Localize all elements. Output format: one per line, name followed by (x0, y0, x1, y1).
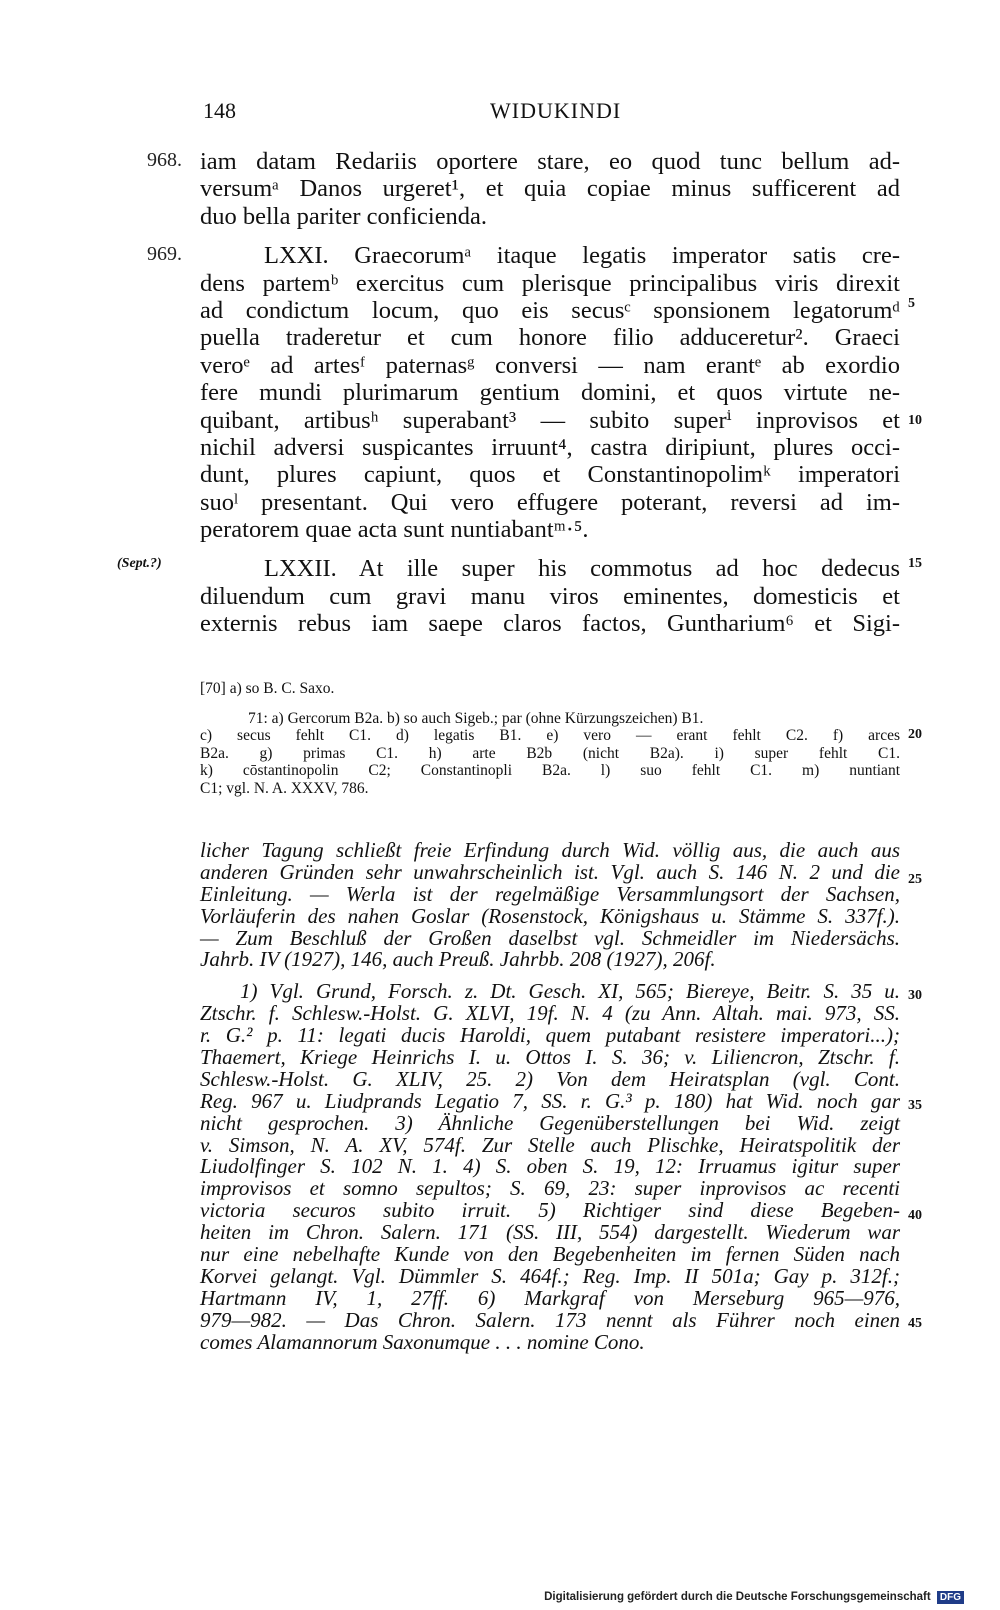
margin-date: (Sept.?) (117, 556, 162, 571)
line-number: 40 (908, 1208, 922, 1223)
text-line: dens partemᵇ exercitus cum plerisque principalibus viris direxit (200, 269, 900, 297)
text-line: puella traderetur et cum honore filio adduceretur². Graeci (200, 324, 900, 352)
apparatus-entry: [70] a) so B. C. Saxo. (200, 680, 335, 697)
apparatus-line: B2a. g) primas C1. h) arte B2b (nicht B2a). i) super fehlt C1. (200, 744, 900, 762)
note-line: Einleitung. — Werla ist der regelmäßige Versammlungsort der Sachsen, (200, 881, 900, 906)
note-line: 1) Vgl. Grund, Forsch. z. Dt. Gesch. XI, 565; Biereye, Beitr. S. 35 u. (240, 979, 900, 1004)
note-line: heiten im Chron. Salern. 171 (SS. III, 554) dargestellt. Wiederum war (200, 1220, 900, 1245)
text-line: fere mundi plurimarum gentium domini, et quos virtute ne- (200, 379, 900, 407)
line-number: 35 (908, 1098, 922, 1113)
paragraph (200, 555, 900, 637)
footnotes (200, 840, 900, 1353)
text-line: quibant, artibusʰ superabant³ — subito superⁱ inprovisos et (200, 406, 900, 434)
paragraph (200, 242, 900, 543)
text-line: veroᵉ ad artesᶠ paternasᵍ conversi — nam erantᵉ ab exordio (200, 351, 900, 379)
note-line: Vorläuferin des nahen Goslar (Rosenstock, Königshaus u. Stämme S. 337f.). (200, 903, 900, 928)
text-line: peratorem quae acta sunt nuntiabantᵐ·⁵. (200, 516, 589, 544)
chapter-opening: LXXII. At ille super his commotus ad hoc dedecus (264, 555, 900, 583)
chapter-opening: LXXI. Graecorumᵃ itaque legatis imperator satis cre- (264, 242, 900, 270)
note-line: licher Tagung schließt freie Erfindung durch Wid. völlig aus, die auch aus (200, 838, 900, 862)
text-line: duo bella pariter conficienda. (200, 202, 488, 230)
page-header (0, 98, 1000, 128)
note-line: comes Alamannorum Saxonumque . . . nomine Cono. (200, 1329, 645, 1354)
line-number: 25 (908, 872, 922, 887)
line-number: 5 (908, 296, 915, 311)
paragraph (200, 148, 900, 230)
text-line: iam datam Redariis oportere stare, eo quod tunc bellum ad- (200, 148, 900, 175)
credit-text: Digitalisierung gefördert durch die Deutsche Forschungsgemeinschaft (544, 1591, 931, 1603)
note-line: v. Simson, N. A. XV, 574f. Zur Stelle auch Plischke, Heiratspolitik der (200, 1132, 900, 1157)
note-line: Hartmann IV, 1, 27ff. 6) Markgraf von Merseburg 965—976, (200, 1285, 900, 1310)
note-line: Ztschr. f. Schlesw.-Holst. G. XLVI, 19f. N. 4 (zu Ann. Altah. mai. 973, SS. (200, 1001, 900, 1026)
text-line: diluendum cum gravi manu viros eminentes, domesticis et (200, 582, 900, 610)
text-line: ad condictum locum, quo eis secusᶜ sponsionem legatorumᵈ (200, 296, 900, 324)
numbered-notes (200, 981, 900, 1353)
running-head: WIDUKINDI (490, 98, 622, 123)
note-line: Thaemert, Kriege Heinrichs I. u. Ottos I. S. 36; v. Liliencron, Ztschr. f. (200, 1045, 900, 1070)
text-line: versumᵃ Danos urgeret¹, et quia copiae minus sufficerent ad (200, 175, 900, 203)
text-line (200, 242, 900, 269)
note-line: nur eine nebelhafte Kunde von den Begebenheiten im fernen Süden nach (200, 1242, 900, 1267)
apparatus-line: C1; vgl. N. A. XXXV, 786. (200, 779, 369, 797)
line-number: 45 (908, 1316, 922, 1331)
critical-apparatus (200, 680, 900, 797)
note-line: Reg. 967 u. Liudprands Legatio 7, SS. r. G.³ p. 180) hat Wid. noch gar (200, 1088, 900, 1113)
text-line: dunt, plures capiunt, quos et Constantinopolimᵏ imperatori (200, 461, 900, 489)
line-number: 20 (908, 727, 922, 742)
note-line: Korvei gelangt. Vgl. Dümmler S. 464f.; Reg. Imp. II 501a; Gay p. 312f.; (200, 1263, 900, 1288)
note-line: improvisos et somno sepultos; S. 69, 23: super inprovisos ac recenti (200, 1176, 900, 1201)
text-line: externis rebus iam saepe claros factos, Guntharium⁶ et Sigi- (200, 610, 900, 638)
line-number: 10 (908, 413, 922, 428)
note-line: Liudolfinger S. 102 N. 1. 4) S. oben S. 19, 12: Irruamus igitur super (200, 1154, 900, 1179)
note-line: 979—982. — Das Chron. Salern. 173 nennt als Führer noch einen (200, 1307, 900, 1332)
dfg-logo: DFG (937, 1591, 964, 1604)
margin-year: 969. (147, 243, 182, 265)
note-line: Schlesw.-Holst. G. XLIV, 25. 2) Von dem Heiratsplan (vgl. Cont. (200, 1066, 900, 1091)
page-number: 148 (203, 98, 236, 123)
text-line: nichil adversi suspicantes irruunt⁴, castra diripiunt, plures occi- (200, 433, 900, 461)
note-line: r. G.² p. 11: legati ducis Haroldi, quem putabant resistere imperatori...); (200, 1023, 900, 1048)
digitization-credit (544, 1591, 964, 1604)
line-number: 30 (908, 988, 922, 1003)
note-continuation (200, 840, 900, 971)
text-line (200, 555, 900, 582)
line-number: 15 (908, 556, 922, 571)
text-line: suoˡ presentant. Qui vero effugere poterant, reversi ad im- (200, 488, 900, 516)
main-text (200, 148, 900, 638)
note-line: — Zum Beschluß der Großen daselbst vgl. Schmeidler im Niedersächs. (200, 925, 900, 950)
margin-year: 968. (147, 149, 182, 171)
note-line: nicht gesprochen. 3) Ähnliche Gegenüberstellungen bei Wid. zeigt (200, 1110, 900, 1135)
apparatus-line: c) secus fehlt C1. d) legatis B1. e) vero — erant fehlt C2. f) arces (200, 727, 900, 744)
note-line: anderen Gründen sehr unwahrscheinlich ist. Vgl. auch S. 146 N. 2 und die (200, 859, 900, 884)
apparatus-line: 71: a) Gercorum B2a. b) so auch Sigeb.; par (ohne Kürzungszeichen) B1. (248, 709, 704, 727)
note-line: Jahrb. IV (1927), 146, auch Preuß. Jahrbb. 208 (1927), 206f. (200, 947, 716, 972)
apparatus-line: k) cōstantinopolin C2; Constantinopli B2a. l) suo fehlt C1. m) nuntiant (200, 762, 900, 779)
note-line: victoria securos subito irruit. 5) Richtiger sind diese Begeben- (200, 1198, 900, 1223)
